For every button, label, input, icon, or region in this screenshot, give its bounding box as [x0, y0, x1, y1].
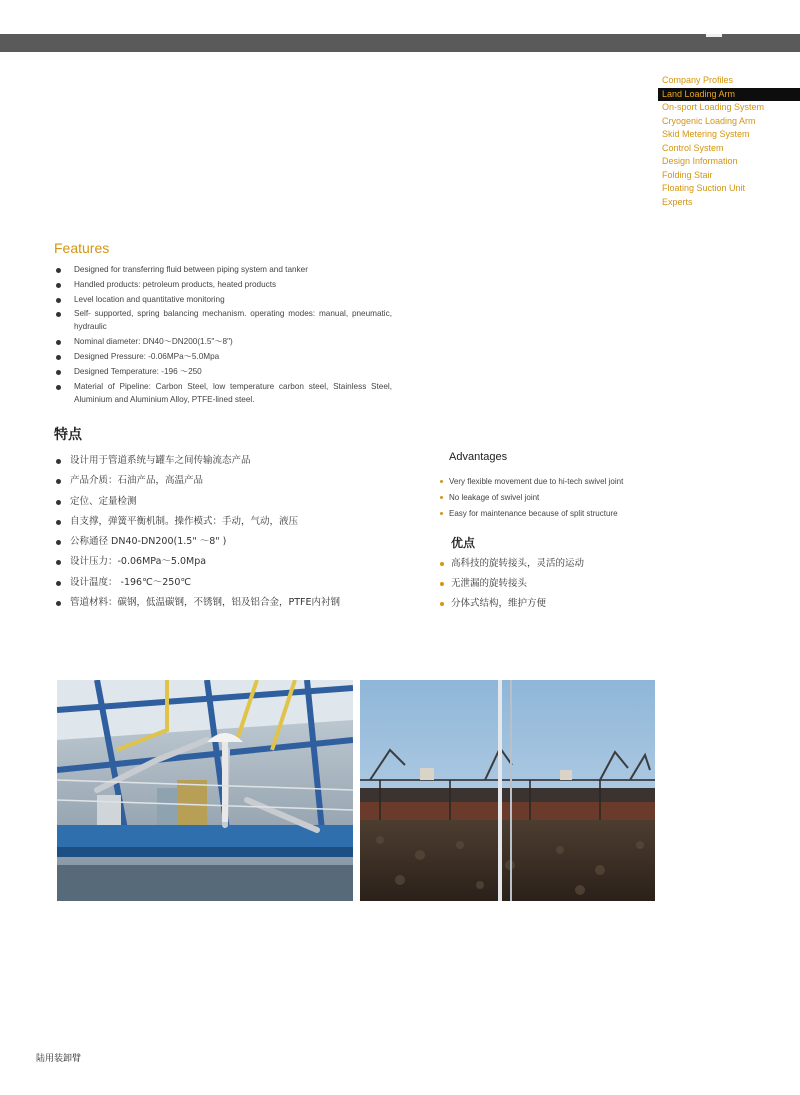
header-bar — [0, 34, 800, 52]
bullet-icon — [56, 312, 61, 317]
feature-item-text: Designed for transferring fluid between piping system and tanker — [74, 265, 308, 274]
feature-cn-item — [54, 492, 434, 512]
feature-item — [54, 293, 392, 306]
side-navigation — [658, 74, 800, 209]
bullet-icon — [56, 268, 61, 273]
feature-cn-item — [54, 573, 434, 593]
feature-cn-item-text: 管道材料：碳钢，低温碳钢，不锈钢，铝及铝合金，PTFE内衬钢 — [70, 597, 340, 609]
page-footer-label: 陆用装卸臂 — [36, 1054, 82, 1064]
feature-item-text: Self- supported, spring balancing mechanism. operating modes: manual, pneumatic, hydraulic — [74, 309, 392, 332]
feature-cn-item — [54, 532, 434, 552]
bullet-icon — [56, 479, 61, 484]
advantages-list — [440, 474, 670, 522]
feature-item — [54, 263, 392, 276]
advantage-item — [440, 490, 670, 506]
feature-item-text: Designed Pressure: -0.06MPa～5.0Mpa — [74, 351, 220, 361]
bullet-icon — [56, 298, 61, 303]
feature-cn-item-text: 产品介质：石油产品，高温产品 — [70, 475, 204, 487]
feature-cn-item-text: 自支撑，弹簧平衡机制。操作模式：手动，气动，液压 — [70, 515, 299, 527]
feature-cn-item — [54, 451, 434, 471]
bullet-icon — [440, 562, 444, 566]
bullet-icon — [440, 480, 443, 483]
advantage-cn-item — [440, 594, 670, 614]
feature-item — [54, 278, 392, 291]
feature-item — [54, 350, 392, 363]
feature-item-text: Material of Pipeline: Carbon Steel, low temperature carbon steel, Stainless Steel, Aluminium and Aluminium Alloy, PTFE-lined steel. — [74, 381, 392, 404]
advantage-cn-item — [440, 554, 670, 574]
feature-item-text: Level location and quantitative monitoring — [74, 294, 225, 304]
advantages-heading: Advantages — [449, 451, 508, 463]
advantage-cn-item-text: 无泄漏的旋转接头 — [451, 578, 528, 589]
bullet-icon — [440, 582, 444, 586]
feature-cn-item — [54, 512, 434, 532]
header-tab-mark — [706, 34, 722, 37]
nav-item-folding-stair[interactable]: Folding Stair — [662, 169, 713, 180]
bullet-icon — [56, 283, 61, 288]
bullet-icon — [56, 370, 61, 375]
advantage-item-text: Easy for maintenance because of split structure — [449, 509, 618, 518]
feature-item-text: Nominal diameter: DN40～DN200(1.5"～8") — [74, 337, 233, 347]
features-cn-list — [54, 451, 434, 613]
bullet-icon — [56, 520, 61, 525]
advantage-item-text: Very flexible movement due to hi-tech swivel joint — [449, 477, 624, 486]
nav-item-cryogenic-loading-arm[interactable]: Cryogenic Loading Arm — [662, 115, 756, 126]
bullet-icon — [56, 459, 61, 464]
feature-cn-item-text: 公称通径 DN40-DN200(1.5" ～8" ) — [70, 536, 227, 548]
advantage-item-text: No leakage of swivel joint — [449, 493, 540, 502]
feature-item-text: Handled products: petroleum products, heated products — [74, 279, 277, 289]
feature-item — [54, 335, 392, 348]
loading-arm-indoor-photo — [57, 680, 353, 901]
feature-cn-item-text: 设计用于管道系统与罐车之间传输流态产品 — [70, 455, 251, 466]
nav-item-control-system[interactable]: Control System — [662, 142, 724, 153]
advantage-item — [440, 474, 670, 490]
advantage-item — [440, 506, 670, 522]
bullet-icon — [56, 581, 61, 586]
bullet-icon — [56, 355, 61, 360]
bullet-icon — [56, 601, 61, 606]
features-list — [54, 263, 392, 407]
bullet-icon — [56, 385, 61, 390]
feature-item-text: Designed Temperature: -196 ～250 — [74, 366, 202, 376]
feature-item — [54, 307, 392, 333]
nav-item-experts[interactable]: Experts — [662, 196, 693, 207]
bullet-icon — [56, 540, 61, 545]
feature-cn-item-text: 设计压力：-0.06MPa～5.0Mpa — [70, 556, 207, 568]
nav-item-company-profiles[interactable]: Company Profiles — [662, 75, 734, 85]
nav-item-floating-suction-unit[interactable]: Floating Suction Unit — [662, 183, 746, 193]
feature-cn-item — [54, 471, 434, 491]
nav-item-land-loading-arm[interactable]: Land Loading Arm — [658, 88, 800, 102]
feature-cn-item-text: 设计温度： -196℃～250℃ — [70, 576, 192, 588]
advantages-cn-heading: 优点 — [451, 536, 476, 550]
bullet-icon — [440, 602, 444, 606]
nav-item-skid-metering-system[interactable]: Skid Metering System — [662, 129, 750, 139]
advantage-cn-item — [440, 574, 670, 594]
bullet-icon — [440, 512, 443, 515]
features-cn-heading: 特点 — [54, 427, 82, 443]
bullet-icon — [56, 340, 61, 345]
features-heading: Features — [54, 240, 110, 256]
bullet-icon — [56, 560, 61, 565]
bullet-icon — [56, 500, 61, 505]
feature-cn-item — [54, 552, 434, 572]
feature-cn-item — [54, 593, 434, 613]
nav-item-on-sport-loading-system[interactable]: On-sport Loading System — [662, 102, 765, 112]
bullet-icon — [440, 496, 443, 499]
loading-gantry-outdoor-photo — [360, 680, 655, 901]
feature-item — [54, 380, 392, 406]
advantage-cn-item-text: 分体式结构，维护方便 — [451, 598, 547, 609]
advantages-cn-list — [440, 554, 670, 614]
advantage-cn-item-text: 高科技的旋转接头，灵活的运动 — [451, 558, 585, 569]
feature-item — [54, 365, 392, 378]
feature-cn-item-text: 定位、定量检测 — [70, 495, 137, 507]
nav-item-design-information[interactable]: Design Information — [662, 156, 738, 166]
